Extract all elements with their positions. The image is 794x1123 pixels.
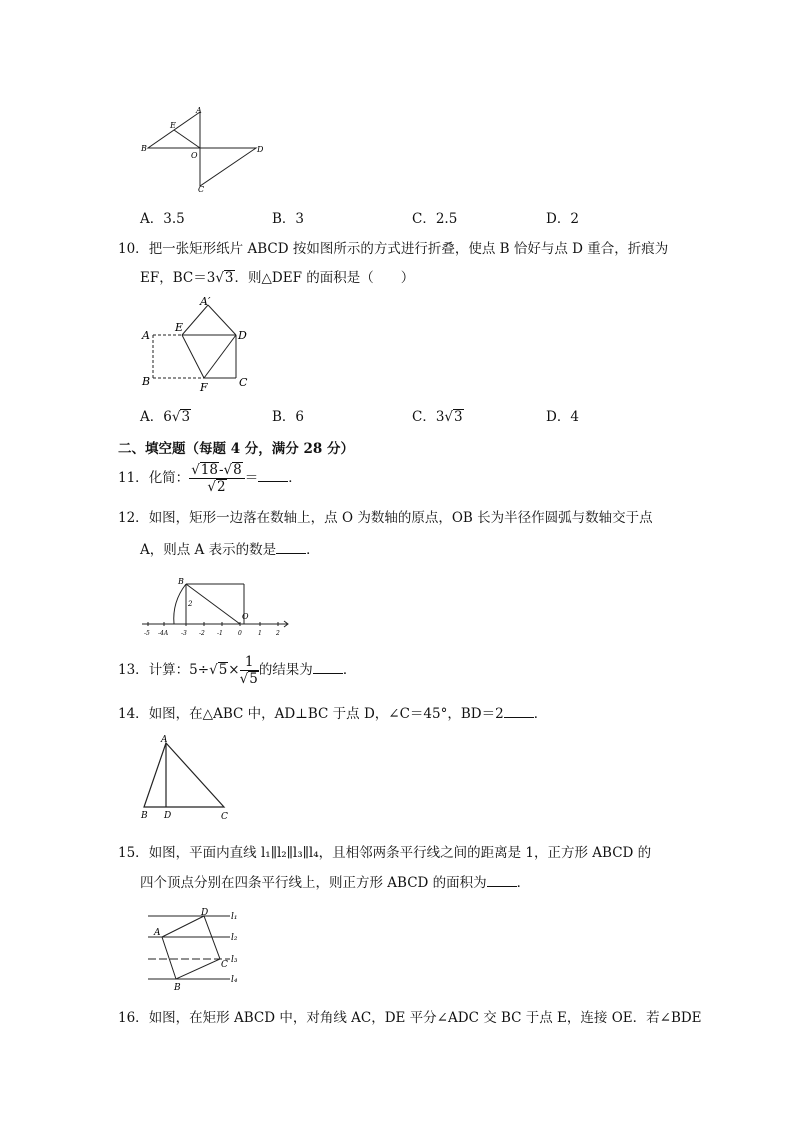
q10-option-c[interactable]: C．3√3 — [412, 409, 463, 425]
q16 — [118, 1008, 702, 1028]
q10-text2b: ．则△DEF 的面积是（ ） — [234, 270, 415, 286]
q12-number: 12． — [118, 510, 149, 526]
q13-text: 计算：5÷ — [148, 662, 210, 678]
q16-number: 16． — [118, 1010, 149, 1026]
q9-label-d: D — [257, 145, 264, 154]
q11-number: 11． — [118, 470, 149, 486]
q12-tick-neg4a: -4A — [158, 630, 169, 637]
q10-line2: EF，BC＝3√3．则△DEF 的面积是（ ） — [140, 270, 415, 286]
q12-label-b: B — [178, 577, 184, 586]
q11: 11．化简： $\frac{√18-√8}{√2}$ ＝ ． — [118, 462, 302, 495]
q9-label-b: B — [141, 144, 147, 153]
q9-option-d[interactable]: D．2 — [546, 211, 579, 227]
q12-answer-blank[interactable] — [276, 540, 306, 554]
q9-option-c[interactable]: C．2.5 — [412, 211, 458, 227]
q12-figure — [138, 572, 298, 642]
q10-radicand: 3 — [224, 270, 234, 286]
q15-text2: 四个顶点分别在四条平行线上，则正方形 ABCD 的面积为 — [140, 875, 487, 891]
q15-answer-blank[interactable] — [487, 873, 517, 887]
q10-option-a[interactable]: A．6√3 — [140, 409, 191, 425]
q15-text1: 如图，平面内直线 l₁∥l₂∥l₃∥l₄，且相邻两条平行线之间的距离是 1，正方形 ABCD 的 — [148, 845, 652, 861]
q10-line1 — [118, 239, 668, 259]
q12-tick-neg3: -3 — [181, 630, 187, 637]
q14: 14．如图，在△ABC 中，AD⊥BC 于点 D，∠C＝45°，BD＝2 ． — [118, 706, 548, 722]
q14-figure — [138, 733, 243, 823]
q12-line1 — [118, 508, 653, 528]
q12-tick-neg5: -5 — [144, 630, 150, 637]
q15-label-l1: l₁ — [231, 912, 238, 922]
q11-answer-blank[interactable] — [258, 468, 288, 482]
q15-label-d: D — [201, 908, 209, 918]
q12-label-2: 2 — [188, 600, 193, 608]
q15-label-l4: l₄ — [231, 975, 238, 985]
q15-label-a: A — [154, 928, 161, 938]
q15-line2: 四个顶点分别在四条平行线上，则正方形 ABCD 的面积为 ． — [140, 875, 531, 891]
q13-fraction: $\frac{1}{√5}$ — [239, 654, 258, 687]
q10-label-a-prime: A′ — [200, 295, 211, 308]
q12-tick-neg2: -2 — [199, 630, 205, 637]
q10-label-c: C — [239, 376, 248, 389]
q12-line2: A，则点 A 表示的数是 ． — [140, 542, 320, 558]
q12-text1: 如图，矩形一边落在数轴上，点 O 为数轴的原点，OB 长为半径作圆弧与数轴交于点 — [148, 510, 653, 526]
q12-text2: A，则点 A 表示的数是 — [140, 542, 277, 558]
q15-figure — [140, 903, 255, 998]
q10-label-b: B — [142, 375, 151, 388]
q13-number: 13． — [118, 662, 149, 678]
q9-figure — [138, 104, 268, 194]
q10-text2a: EF，BC＝3 — [140, 270, 216, 286]
q10-text1: 把一张矩形纸片 ABCD 按如图所示的方式进行折叠，使点 B 恰好与点 D 重合，折痕为 — [148, 241, 669, 257]
q15-label-l3: l₃ — [231, 955, 238, 965]
q9-option-a[interactable]: A．3.5 — [140, 211, 185, 227]
q11-fraction: $\frac{√18-√8}{√2}$ — [189, 462, 245, 495]
q9-option-b[interactable]: B．3 — [272, 211, 305, 227]
q15-line1 — [118, 843, 651, 863]
q12-tick-0: 0 — [238, 630, 242, 637]
q10-label-a: A — [142, 329, 150, 342]
q14-number: 14． — [118, 706, 149, 722]
q9-label-c: C — [198, 185, 205, 194]
q9-label-e: E — [170, 121, 176, 130]
section-2-heading: 二、填空题（每题 4 分，满分 28 分） — [118, 441, 354, 457]
q10-figure — [138, 295, 258, 395]
q12-tick-2: 2 — [276, 630, 280, 637]
q9-label-a: A — [196, 106, 202, 115]
q10-option-b[interactable]: B．6 — [272, 409, 305, 425]
q15-number: 15． — [118, 845, 149, 861]
q15-label-b: B — [174, 983, 181, 993]
q12-tick-neg1: -1 — [217, 630, 223, 637]
q12-label-o: O — [242, 612, 249, 621]
q13: 13．计算：5÷√5× $\frac{1}{√5}$ 的结果为 ． — [118, 654, 357, 687]
q10-label-e: E — [175, 321, 184, 334]
q10-label-d: D — [238, 329, 247, 342]
q14-answer-blank[interactable] — [504, 704, 534, 718]
q14-label-d: D — [164, 811, 172, 821]
q11-text: 化简： — [148, 470, 190, 486]
q14-label-c: C — [221, 812, 228, 822]
q10-option-d[interactable]: D．4 — [546, 409, 579, 425]
q14-text: 如图，在△ABC 中，AD⊥BC 于点 D，∠C＝45°，BD＝2 — [148, 706, 504, 722]
q15-label-c: C — [221, 960, 228, 970]
q15-label-l2: l₂ — [231, 933, 238, 943]
q12-tick-1: 1 — [258, 630, 262, 637]
q9-label-o: O — [191, 151, 198, 160]
q16-text: 如图，在矩形 ABCD 中，对角线 AC，DE 平分∠ADC 交 BC 于点 E，连接 OE．若∠BDE — [148, 1010, 702, 1026]
q14-label-b: B — [141, 811, 148, 821]
q10-label-f: F — [200, 381, 208, 394]
q13-answer-blank[interactable] — [313, 660, 343, 674]
q14-label-a: A — [161, 735, 168, 745]
q10-number: 10． — [118, 241, 149, 257]
